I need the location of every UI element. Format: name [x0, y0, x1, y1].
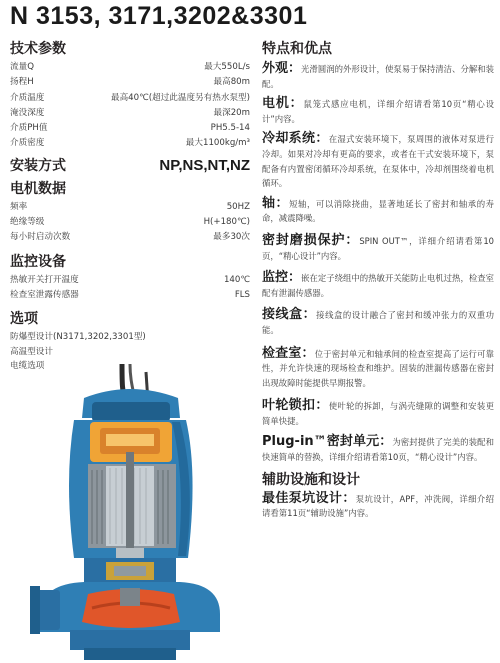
monitor-heading: 监控设备	[10, 253, 66, 270]
feature-item	[262, 97, 494, 126]
spec-value: H(+180℃)	[203, 217, 250, 228]
spec-label: 介质PH值	[10, 123, 48, 134]
spec-value: FLS	[234, 289, 250, 300]
feature-item	[262, 308, 494, 337]
feature-item	[262, 62, 494, 91]
spec-value: 最多30次	[213, 232, 250, 243]
spec-row	[10, 75, 250, 90]
aux-item	[262, 492, 494, 521]
option-item: 电缆选项	[10, 361, 45, 372]
feature-title: 轴：	[262, 195, 290, 211]
feature-text: 接线盒的设计融合了密封和缓冲张力的双重功能。	[262, 310, 494, 335]
spec-row	[10, 121, 250, 136]
feature-text: 嵌在定子绕组中的热敏开关能防止电机过热，检查室配有泄漏传感器。	[262, 273, 494, 298]
features-list	[262, 62, 494, 465]
aux-heading: 辅助设施和设计	[262, 471, 360, 488]
feature-text: 鼠笼式感应电机，详细介绍请看第10页“精心设计”内容。	[262, 99, 494, 124]
features-heading: 特点和优点	[262, 41, 332, 57]
feature-title: 密封磨损保护：	[262, 232, 360, 248]
spec-label: 检查室泄露传感器	[10, 289, 79, 300]
feature-item	[262, 399, 494, 428]
feature-text: 为密封提供了完美的装配和快速简单的替换，详细介绍请看第10页，“精心设计”内容。	[262, 437, 495, 463]
features-column	[262, 38, 494, 521]
feature-title: 冷却系统：	[262, 131, 329, 147]
options-heading: 选项	[10, 311, 38, 328]
feature-item	[262, 271, 494, 300]
spec-value: 140℃	[223, 274, 250, 285]
spec-row	[10, 230, 250, 245]
feature-title: 监控：	[262, 270, 302, 286]
page-title: N 3153, 3171,3202&3301	[10, 2, 308, 30]
feature-title: 叶轮锁扣：	[262, 398, 329, 414]
feature-title: 接线盒：	[262, 307, 317, 323]
motor-table	[10, 200, 250, 246]
spec-label: 流量Q	[10, 62, 34, 72]
feature-item	[262, 347, 494, 391]
aux-list	[262, 492, 494, 521]
spec-row	[10, 136, 250, 151]
feature-item	[262, 197, 494, 226]
spec-label: 扬程H	[10, 77, 34, 88]
feature-title: Plug-in™密封单元：	[262, 434, 393, 450]
feature-item	[262, 234, 494, 263]
feature-title: 电机：	[262, 96, 304, 112]
spec-label: 介质温度	[10, 92, 45, 103]
feature-title: 外观：	[262, 61, 302, 76]
pump-cutaway-illustration	[30, 362, 230, 662]
feature-text: 短轴，可以消除挠曲，显著地延长了密封和轴承的寿命，减震降噪。	[262, 198, 494, 224]
feature-text: 位于密封单元和轴承间的检查室提高了运行可靠性，并允许快速的现场检查和维护。固装的泄漏传感器在密封出现故障时能提供早期报警。	[262, 348, 494, 388]
spec-label: 淹没深度	[10, 107, 45, 118]
spec-value: 最大1100kg/m³	[185, 138, 250, 149]
spec-value: 最高80m	[213, 77, 250, 88]
spec-row	[10, 215, 250, 230]
spec-label: 绝缘等级	[10, 217, 45, 228]
spec-label: 介质密度	[10, 138, 45, 149]
spec-row	[10, 288, 250, 303]
motor-heading: 电机数据	[10, 180, 66, 197]
spec-label: 每小时启动次数	[10, 232, 71, 243]
spec-row	[10, 273, 250, 288]
feature-item	[262, 132, 494, 190]
monitor-table	[10, 273, 250, 304]
spec-label: 热敏开关打开温度	[10, 274, 79, 285]
spec-row	[10, 60, 250, 75]
feature-item	[262, 435, 494, 464]
aux-text: 泵坑设计，APF，冲洗阀，详细介绍请看第11页“辅助设施”内容。	[262, 493, 494, 519]
spec-row	[10, 200, 250, 215]
aux-title: 最佳泵坑设计：	[262, 490, 356, 506]
spec-value: PH5.5-14	[210, 123, 250, 134]
tech-table	[10, 60, 250, 152]
feature-text: SPIN OUT™，详细介绍请看第10页，“精心设计”内容。	[262, 235, 494, 261]
spec-value: 最深20m	[213, 107, 250, 118]
spec-value: 最高40℃(超过此温度另有热水泵型)	[110, 92, 250, 103]
install-value: NP,NS,NT,NZ	[159, 157, 250, 175]
feature-text: 在湿式安装环境下，泵周围的液体对泵进行冷却。如果对冷却有更高的要求，或者在干式安装环境下，泵配备有内置密闭循环冷却系统，在泵体中，冷却剂围绕着电机循环。	[262, 134, 494, 189]
spec-value: 最大550L/s	[204, 62, 250, 72]
feature-text: 使叶轮的拆卸，与涡壳缝隙的调整和安装更简单快捷。	[262, 401, 494, 426]
spec-row	[10, 91, 250, 106]
install-row	[10, 154, 250, 178]
install-heading: 安装方式	[10, 157, 66, 174]
feature-title: 检查室：	[262, 345, 315, 361]
spec-value: 50HZ	[226, 201, 250, 212]
option-item: 防爆型设计(N3171,3202,3301型)	[10, 332, 146, 343]
tech-heading: 技术参数	[10, 41, 66, 57]
option-item: 高温型设计	[10, 346, 53, 357]
feature-text: 光滑圆润的外形设计，使泵易于保持清洁、分解和装配。	[262, 64, 494, 89]
spec-label: 频率	[10, 201, 28, 212]
spec-row	[10, 106, 250, 121]
spec-column	[10, 38, 250, 373]
